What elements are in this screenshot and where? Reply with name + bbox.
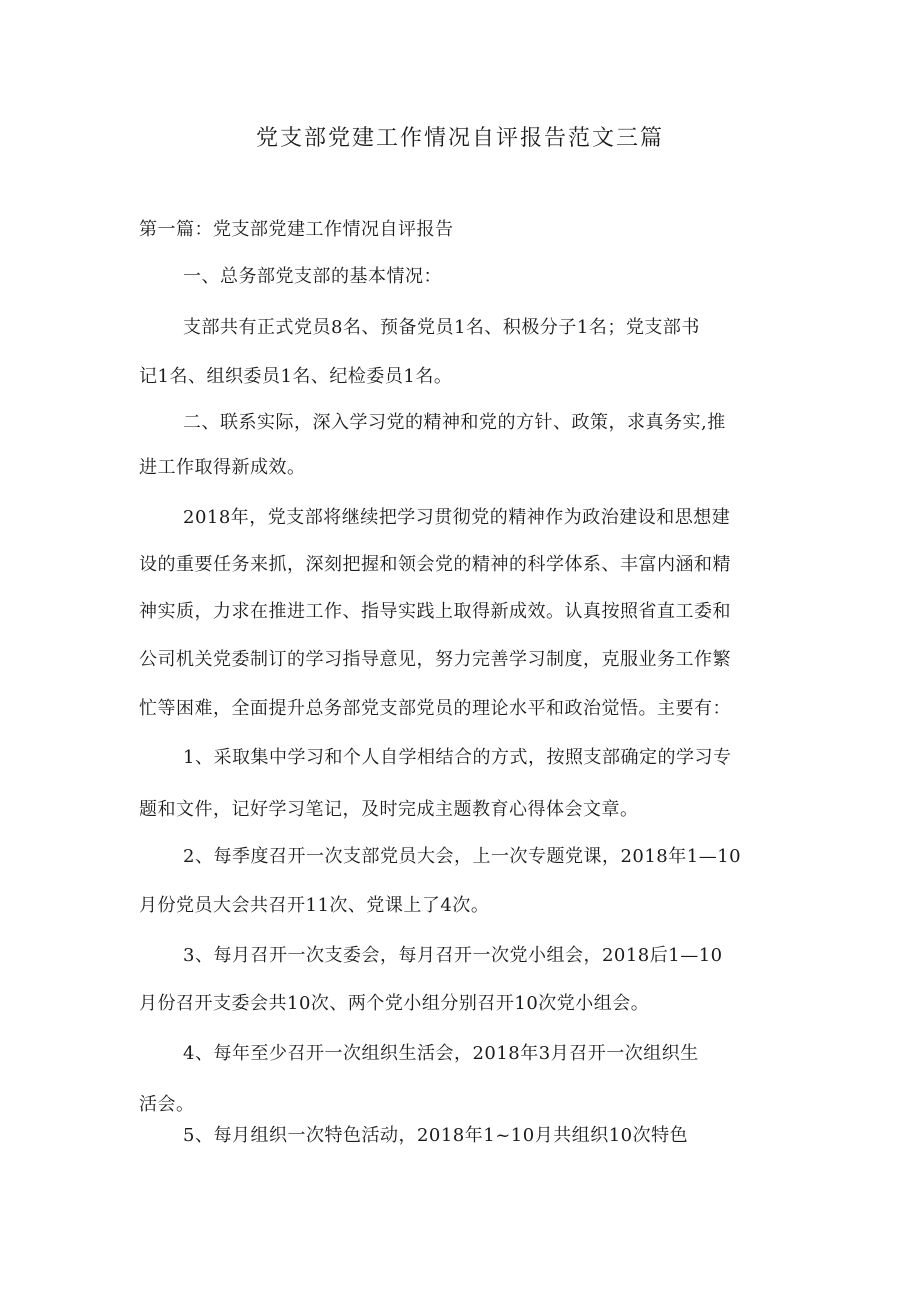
paragraph-line: 神实质，力求在推进工作、指导实践上取得新成效。认真按照省直工委和 [139, 601, 731, 622]
paragraph-line: 记1名、组织委员1名、纪检委员1名。 [139, 366, 453, 387]
paragraph-line: 进工作取得新成效。 [139, 457, 306, 478]
paragraph-line: 1、采取集中学习和个人自学相结合的方式，按照支部确定的学习专 [183, 747, 732, 768]
paragraph-line: 月份召开支委会共10次、两个党小组分别召开10次党小组会。 [139, 993, 650, 1014]
paragraph-line: 3、每月召开一次支委会，每月召开一次党小组会，2018后1—10 [183, 945, 723, 966]
paragraph-line: 设的重要任务来抓，深刻把握和领会党的精神的科学体系、丰富内涵和精 [139, 554, 731, 575]
paragraph-line: 4、每年至少召开一次组织生活会，2018年3月召开一次组织生 [183, 1043, 699, 1064]
paragraph-line: 二、联系实际，深入学习党的精神和党的方针、政策，求真务实,推 [183, 412, 726, 433]
paragraph-line: 活会。 [139, 1094, 195, 1115]
paragraph-line: 忙等困难，全面提升总务部党支部党员的理论水平和政治觉悟。主要有： [139, 698, 731, 719]
paragraph-line: 5、每月组织一次特色活动，2018年1~10月共组织10次特色 [183, 1125, 689, 1146]
paragraph-line: 2018年，党支部将继续把学习贯彻党的精神作为政治建设和思想建 [183, 507, 731, 528]
paragraph-line: 题和文件，记好学习笔记，及时完成主题教育心得体会文章。 [139, 799, 639, 820]
paragraph-line: 月份党员大会共召开11次、党课上了4次。 [139, 895, 490, 916]
paragraph-line: 2、每季度召开一次支部党员大会，上一次专题党课，2018年1—10 [183, 846, 742, 867]
paragraph-line: 支部共有正式党员8名、预备党员1名、积极分子1名；党支部书 [183, 317, 700, 338]
paragraph-line: 公司机关党委制订的学习指导意见，努力完善学习制度，克服业务工作繁 [139, 649, 731, 670]
document-title: 党支部党建工作情况自评报告范文三篇 [255, 126, 664, 151]
section-heading: 第一篇：党支部党建工作情况自评报告 [139, 219, 454, 240]
paragraph-line: 一、总务部党支部的基本情况： [183, 266, 442, 287]
